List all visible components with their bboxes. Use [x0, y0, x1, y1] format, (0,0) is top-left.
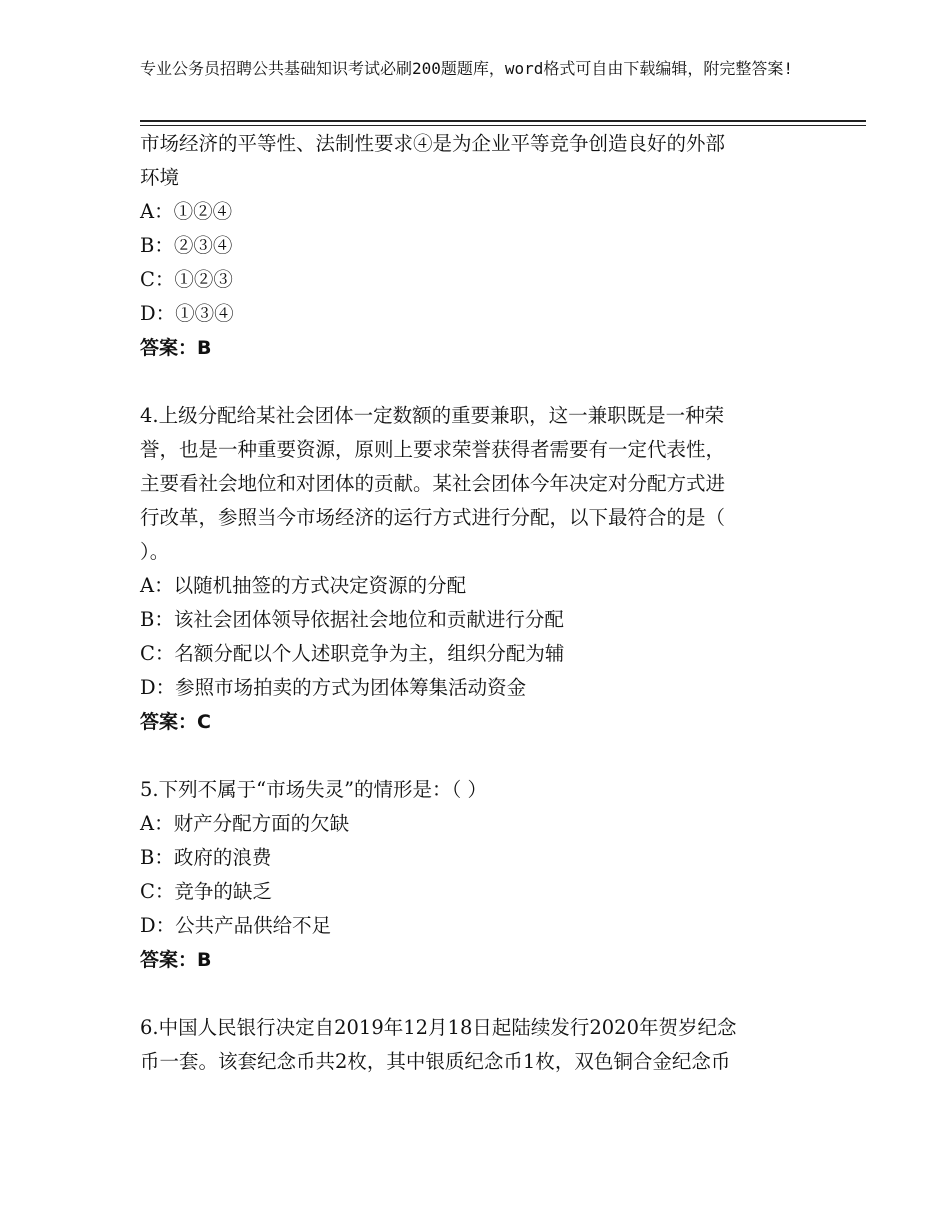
question-5: [140, 773, 830, 977]
option-a: A：财产分配方面的欠缺: [140, 812, 350, 835]
answer-label: 答案：B: [140, 949, 212, 971]
question-6: [140, 1011, 830, 1079]
question-stem-line: 市场经济的平等性、法制性要求④是为企业平等竞争创造良好的外部: [140, 132, 726, 155]
question-stem-line: 行改革，参照当今市场经济的运行方式进行分配，以下最符合的是（: [140, 506, 726, 529]
question-stem-line: 誉，也是一种重要资源，原则上要求荣誉获得者需要有一定代表性，: [140, 438, 726, 461]
option-c: C：名额分配以个人述职竞争为主，组织分配为辅: [140, 642, 565, 665]
answer-label: 答案：B: [140, 337, 212, 359]
option-b: B：②③④: [140, 234, 233, 257]
option-a: A：①②④: [140, 200, 233, 223]
option-a: A：以随机抽签的方式决定资源的分配: [140, 574, 467, 597]
question-stem-line: 6.中国人民银行决定自2019年12月18日起陆续发行2020年贺岁纪念: [140, 1016, 737, 1039]
question-content: [140, 127, 830, 1079]
option-b: B：该社会团体领导依据社会地位和贡献进行分配: [140, 608, 564, 631]
answer-label: 答案：C: [140, 711, 211, 733]
option-c: C：竞争的缺乏: [140, 880, 272, 903]
question-3-continuation: [140, 127, 830, 365]
document-header: 专业公务员招聘公共基础知识考试必刷200题题库，word格式可自由下载编辑，附完整答案!: [140, 59, 794, 78]
header-rule: [140, 120, 866, 122]
question-stem-line: 5.下列不属于“市场失灵”的情形是：（ ）: [140, 778, 487, 801]
header-rule-thin: [140, 125, 866, 126]
question-4: [140, 399, 830, 739]
option-d: D：参照市场拍卖的方式为团体筹集活动资金: [140, 676, 527, 699]
option-c: C：①②③: [140, 268, 233, 291]
question-stem-line: 主要看社会地位和对团体的贡献。某社会团体今年决定对分配方式进: [140, 472, 726, 495]
option-d: D：①③④: [140, 302, 234, 325]
question-stem-line: ）。: [140, 540, 170, 563]
question-stem-line: 币一套。该套纪念币共2枚，其中银质纪念币1枚，双色铜合金纪念币: [140, 1050, 731, 1073]
question-stem-line: 4.上级分配给某社会团体一定数额的重要兼职，这一兼职既是一种荣: [140, 404, 725, 427]
option-b: B：政府的浪费: [140, 846, 272, 869]
question-stem-line: 环境: [140, 166, 180, 189]
option-d: D：公共产品供给不足: [140, 914, 332, 937]
